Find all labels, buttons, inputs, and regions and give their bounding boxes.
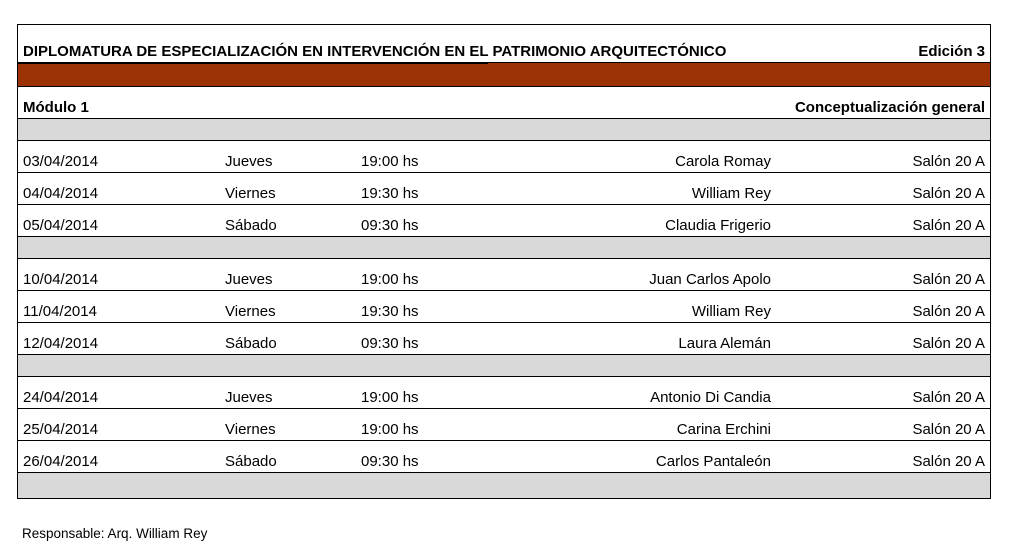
session-time: 19:00 hs <box>361 389 419 406</box>
session-teacher: William Rey <box>691 303 771 320</box>
table-row <box>18 259 990 291</box>
session-date: 24/04/2014 <box>23 389 99 406</box>
session-day: Sábado <box>225 335 277 352</box>
session-time: 19:00 hs <box>361 153 419 170</box>
responsible-note: Responsable: Arq. William Rey <box>22 526 208 541</box>
schedule-table <box>17 24 991 499</box>
session-teacher: Antonio Di Candia <box>650 389 771 406</box>
session-day: Sábado <box>225 217 277 234</box>
session-day: Viernes <box>225 185 276 202</box>
session-day: Viernes <box>225 421 276 438</box>
session-room: Salón 20 A <box>912 185 985 202</box>
module-label: Módulo 1 <box>23 99 89 116</box>
session-day: Jueves <box>225 271 273 288</box>
program-title: DIPLOMATURA DE ESPECIALIZACIÓN EN INTERVENCIÓN EN EL PATRIMONIO ARQUITECTÓNICO <box>23 43 727 60</box>
session-date: 04/04/2014 <box>23 185 99 202</box>
session-teacher: William Rey <box>691 185 771 202</box>
session-date: 10/04/2014 <box>23 271 99 288</box>
session-date: 26/04/2014 <box>23 453 99 470</box>
week-separator <box>18 119 990 141</box>
session-date: 25/04/2014 <box>23 421 99 438</box>
session-teacher: Carlos Pantaleón <box>655 453 771 470</box>
session-time: 19:30 hs <box>361 185 419 202</box>
session-room: Salón 20 A <box>912 303 985 320</box>
session-teacher: Claudia Frigerio <box>665 217 771 234</box>
session-room: Salón 20 A <box>912 217 985 234</box>
module-row <box>18 87 990 119</box>
session-teacher: Carola Romay <box>675 153 771 170</box>
session-room: Salón 20 A <box>912 453 985 470</box>
accent-bar <box>18 62 990 87</box>
session-day: Jueves <box>225 389 273 406</box>
table-row <box>18 173 990 205</box>
edition-label: Edición 3 <box>918 43 985 60</box>
table-row <box>18 141 990 173</box>
table-row <box>18 377 990 409</box>
session-time: 19:00 hs <box>361 421 419 438</box>
session-time: 19:30 hs <box>361 303 419 320</box>
week-separator <box>18 355 990 377</box>
session-day: Jueves <box>225 153 273 170</box>
session-teacher: Laura Alemán <box>678 335 771 352</box>
session-day: Viernes <box>225 303 276 320</box>
table-row <box>18 291 990 323</box>
session-date: 03/04/2014 <box>23 153 99 170</box>
session-time: 09:30 hs <box>361 217 419 234</box>
session-date: 05/04/2014 <box>23 217 99 234</box>
table-row <box>18 409 990 441</box>
session-time: 19:00 hs <box>361 271 419 288</box>
session-room: Salón 20 A <box>912 271 985 288</box>
table-row <box>18 323 990 355</box>
session-time: 09:30 hs <box>361 335 419 352</box>
session-room: Salón 20 A <box>912 335 985 352</box>
table-row <box>18 205 990 237</box>
session-room: Salón 20 A <box>912 153 985 170</box>
module-topic: Conceptualización general <box>794 99 985 116</box>
title-row <box>18 25 990 62</box>
session-room: Salón 20 A <box>912 421 985 438</box>
session-teacher: Carina Erchini <box>676 421 771 438</box>
session-date: 11/04/2014 <box>23 303 97 320</box>
week-separator <box>18 473 990 498</box>
session-day: Sábado <box>225 453 277 470</box>
week-separator <box>18 237 990 259</box>
session-time: 09:30 hs <box>361 453 419 470</box>
session-teacher: Juan Carlos Apolo <box>649 271 771 288</box>
table-row <box>18 441 990 473</box>
session-room: Salón 20 A <box>912 389 985 406</box>
session-date: 12/04/2014 <box>23 335 99 352</box>
